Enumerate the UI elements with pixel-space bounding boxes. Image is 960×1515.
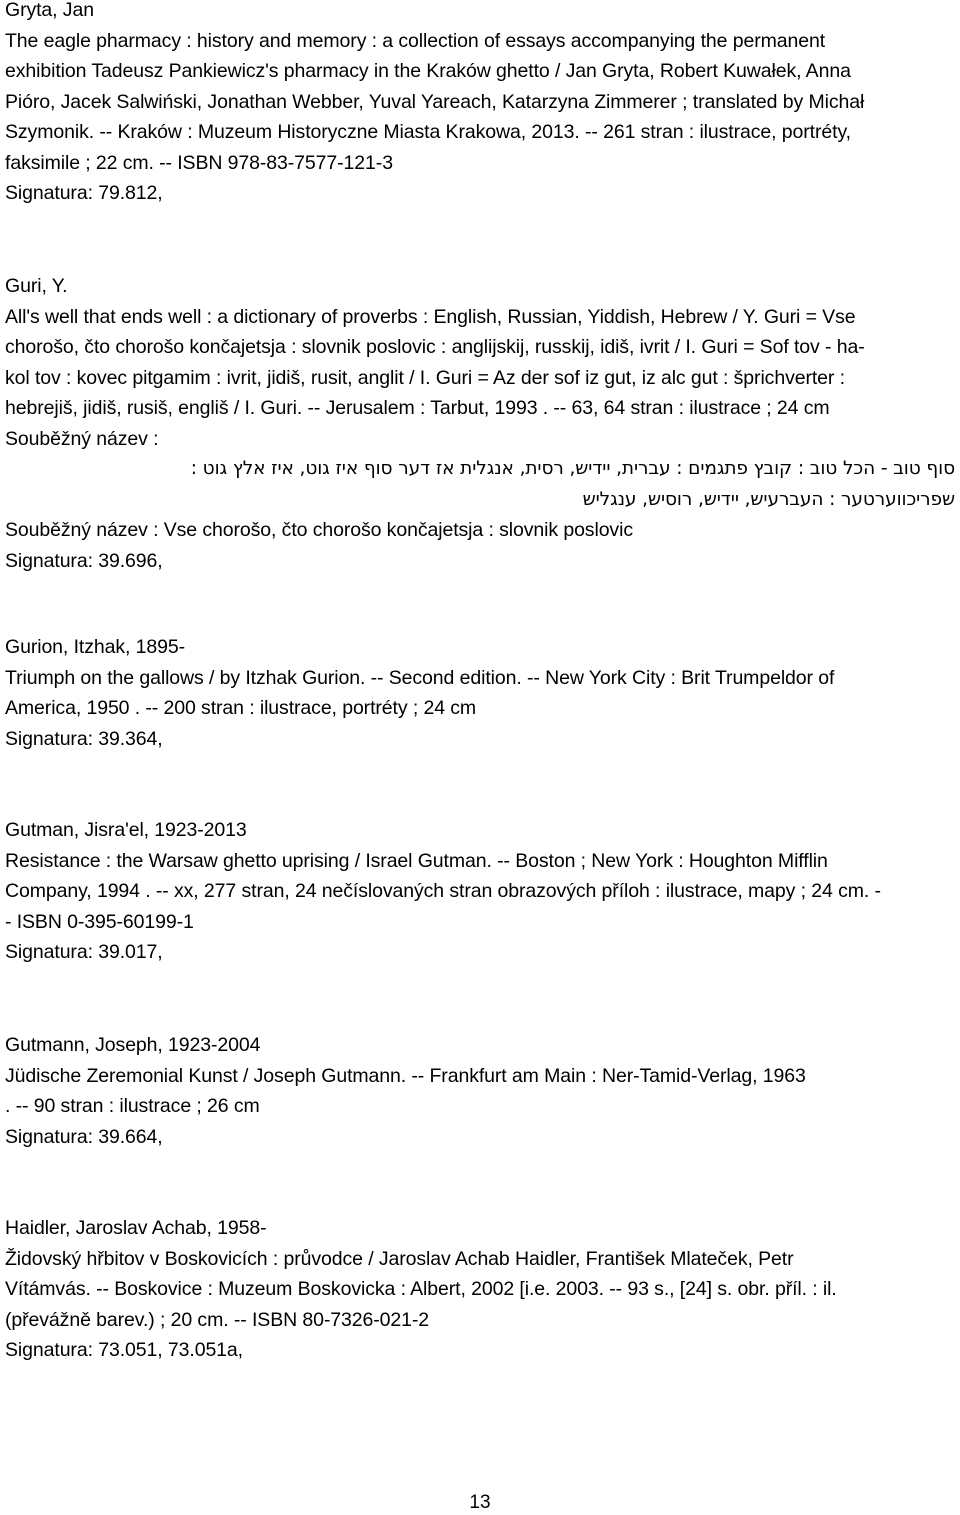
entry-description-line: Company, 1994 . -- xx, 277 stran, 24 nečíslovaných stran obrazových příloh : ilustrace, mapy ; 24 cm. - bbox=[5, 880, 881, 902]
entry-description-line: Vítámvás. -- Boskovice : Muzeum Boskovicka : Albert, 2002 [i.e. 2003. -- 93 s., [24] s. obr. příl. : il. bbox=[5, 1278, 837, 1300]
entry-signatura: Signatura: 39.017, bbox=[5, 941, 163, 963]
entry-hebrew-title-line: שפריכווערטער : העברעיש, יידיש, רוסיש, ענגליש bbox=[582, 488, 955, 510]
entry-parallel-title-label: Souběžný název : bbox=[5, 427, 159, 450]
entry-description-line: exhibition Tadeusz Pankiewicz's pharmacy in the Kraków ghetto / Jan Gryta, Robert Kuwałek, Anna bbox=[5, 60, 851, 82]
entry-description-line: The eagle pharmacy : history and memory : a collection of essays accompanying the permanent bbox=[5, 29, 826, 52]
entry-signatura: Signatura: 39.664, bbox=[5, 1125, 163, 1148]
entry-description-line: (převážně barev.) ; 20 cm. -- ISBN 80-7326-021-2 bbox=[5, 1308, 430, 1331]
catalog-entry bbox=[5, 632, 955, 754]
entry-author: Gurion, Itzhak, 1895- bbox=[5, 636, 185, 658]
entry-description-line: faksimile ; 22 cm. -- ISBN 978-83-7577-121-3 bbox=[5, 151, 393, 174]
entry-signatura: Signatura: 39.696, bbox=[5, 549, 163, 572]
entry-signatura: Signatura: 73.051, 73.051a, bbox=[5, 1339, 243, 1361]
entry-signatura: Signatura: 39.364, bbox=[5, 727, 163, 750]
entry-author: Gryta, Jan bbox=[5, 0, 94, 21]
entry-description-line: Židovský hřbitov v Boskovicích : průvodce / Jaroslav Achab Haidler, František Mlateček, Petr bbox=[5, 1247, 794, 1270]
entry-author: Haidler, Jaroslav Achab, 1958- bbox=[5, 1217, 267, 1239]
catalog-entry bbox=[5, 1030, 955, 1152]
entry-description-line: Jüdische Zeremonial Kunst / Joseph Gutmann. -- Frankfurt am Main : Ner-Tamid-Verlag, 1963 bbox=[5, 1064, 806, 1087]
catalog-entry bbox=[5, 815, 955, 968]
entry-parallel-title: Souběžný název : Vse chorošo, čto chorošo končajetsja : slovnik poslovic bbox=[5, 519, 633, 541]
catalog-entry bbox=[5, 271, 955, 576]
catalog-entry bbox=[5, 1213, 955, 1366]
page-number: 13 bbox=[469, 1492, 491, 1513]
entry-description-line: hebrejiš, jidiš, rusiš, engliš / I. Guri. -- Jerusalem : Tarbut, 1993 . -- 63, 64 stran : ilustrace ; 24 cm bbox=[5, 397, 830, 419]
entry-description-line: Pióro, Jacek Salwiński, Jonathan Webber, Yuval Yareach, Katarzyna Zimmerer ; translated by Michał bbox=[5, 90, 865, 113]
entry-description-line: All's well that ends well : a dictionary of proverbs : English, Russian, Yiddish, Hebrew / Y. Guri = Vse bbox=[5, 305, 856, 328]
entry-description-line: Resistance : the Warsaw ghetto uprising / Israel Gutman. -- Boston ; New York : Houghton Mifflin bbox=[5, 849, 828, 872]
entry-description-line: - ISBN 0-395-60199-1 bbox=[5, 910, 194, 933]
entry-author: Gutmann, Joseph, 1923-2004 bbox=[5, 1034, 261, 1056]
entry-description-line: chorošo, čto chorošo končajetsja : slovnik poslovic : anglijskij, russkij, idiš, ivrit / I. Guri = Sof tov - ha- bbox=[5, 336, 865, 358]
entry-description-line: Szymonik. -- Kraków : Muzeum Historyczne Miasta Krakowa, 2013. -- 261 stran : ilustrace, portréty, bbox=[5, 121, 851, 143]
entry-hebrew-title-line: סוף טוב - הכל טוב : קובץ פתגמים : עברית, יידיש, רסית, אנגלית אז דער סוף איז גוט, איז אלץ גוט : bbox=[190, 458, 955, 479]
catalog-entry bbox=[5, 0, 955, 209]
entry-description-line: America, 1950 . -- 200 stran : ilustrace, portréty ; 24 cm bbox=[5, 697, 477, 719]
entry-author: Gutman, Jisra'el, 1923-2013 bbox=[5, 819, 247, 841]
entry-description-line: . -- 90 stran : ilustrace ; 26 cm bbox=[5, 1095, 260, 1117]
entry-author: Guri, Y. bbox=[5, 275, 68, 297]
entry-description-line: Triumph on the gallows / by Itzhak Gurion. -- Second edition. -- New York City : Brit Trumpeldor of bbox=[5, 666, 835, 689]
entry-signatura: Signatura: 79.812, bbox=[5, 182, 163, 204]
entry-description-line: kol tov : kovec pitgamim : ivrit, jidiš, rusit, anglit / I. Guri = Az der sof iz gut, iz alc gut : šprichverter : bbox=[5, 366, 845, 389]
